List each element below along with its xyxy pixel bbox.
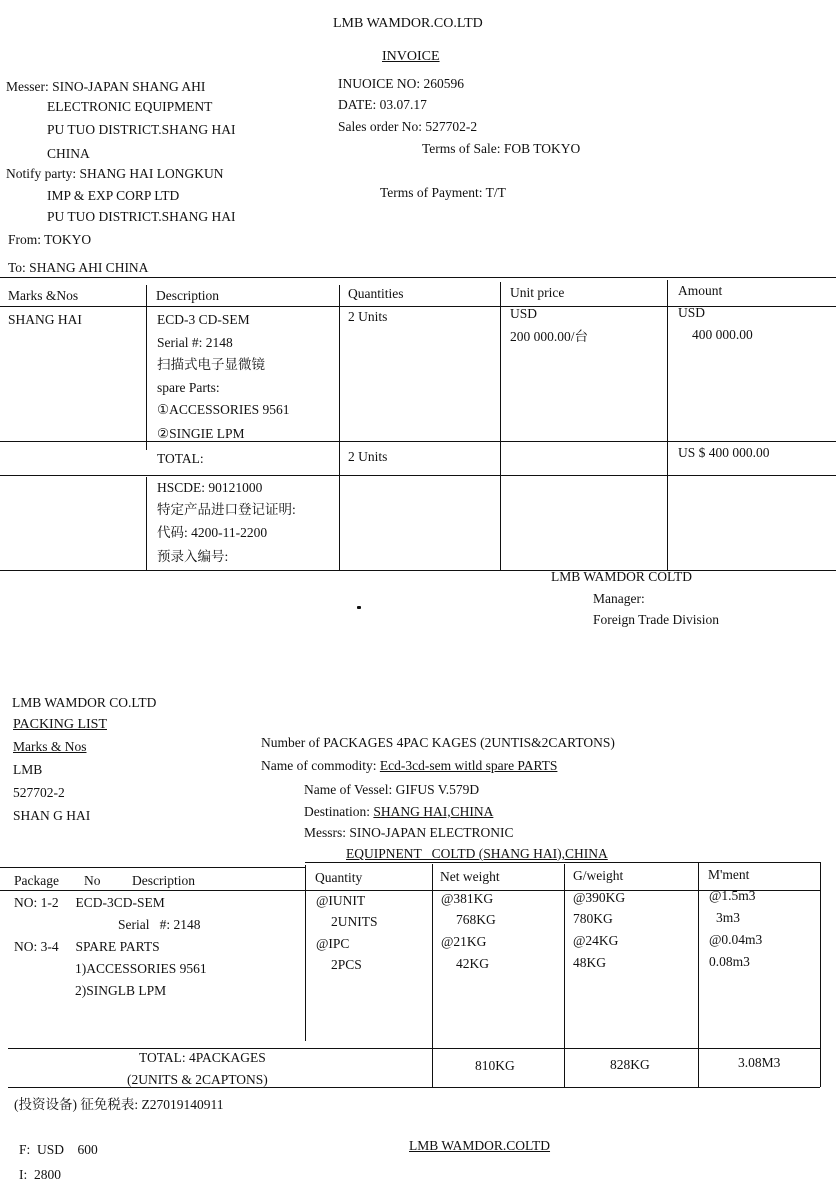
messer-line-1: Messer: SINO-JAPAN SHANG AHI [6, 79, 206, 94]
header-no: No [84, 873, 101, 888]
invoice-number: INUOICE NO: 260596 [338, 76, 464, 91]
customs-line-3: 代码: 4200-11-2200 [157, 525, 268, 540]
packing-row-1: NO: 1-2 ECD-3CD-SEM [14, 895, 165, 910]
signature-division: Foreign Trade Division [593, 612, 720, 627]
packing-total-label-1: TOTAL: 4PACKAGES [139, 1050, 266, 1065]
packing-title: PACKING LIST [13, 717, 107, 732]
amount-currency: USD [678, 305, 706, 320]
total-quantity: 2 Units [348, 449, 388, 464]
packing-table-top-line-left [0, 867, 305, 868]
packing-row-4: 1)ACCESSORIES 9561 [75, 961, 207, 976]
header-description: Description [156, 288, 219, 303]
packing-total-gross: 828KG [610, 1057, 650, 1072]
header-gross-weight: G/weight [573, 868, 624, 883]
customs-line-1: HSCDE: 90121000 [157, 480, 263, 495]
header-quantities: Quantities [348, 286, 404, 301]
packing-col-divider-5 [820, 862, 821, 1087]
number-of-packages: Number of PACKAGES 4PAC KAGES (2UNTIS&2CARTONS) [261, 735, 615, 750]
signature-manager: Manager: [593, 591, 645, 606]
notify-line-2: IMP & EXP CORP LTD [47, 188, 180, 203]
packing-col-divider-4 [698, 862, 699, 1087]
header-quantity: Quantity [315, 870, 363, 885]
notify-line-1: Notify party: SHANG HAI LONGKUN [6, 166, 224, 181]
packing-row-2: Serial #: 2148 [118, 917, 201, 932]
invoice-col-divider-1b [146, 477, 147, 570]
packing-col-divider-3 [564, 864, 565, 1087]
messer-line-4: CHINA [47, 146, 90, 161]
description-line-1: ECD-3 CD-SEM [157, 312, 250, 327]
net-weight-4: 42KG [456, 956, 489, 971]
header-measurement: M'ment [708, 867, 750, 882]
measurement-2: 3m3 [716, 910, 741, 925]
invoice-body-bottom-line [0, 441, 836, 442]
tax-note: (投资设备) 征免税表: Z27019140911 [14, 1097, 224, 1112]
unit-price-currency: USD [510, 306, 538, 321]
description-line-5: ①ACCESSORIES 9561 [157, 402, 290, 417]
packing-header-line [0, 890, 820, 891]
gross-weight-4: 48KG [573, 955, 606, 970]
packing-total-measurement: 3.08M3 [738, 1055, 781, 1070]
invoice-header-line [0, 306, 836, 307]
invoice-col-divider-3 [500, 282, 501, 570]
packing-marks-3: SHAN G HAI [13, 808, 91, 823]
qty-line-2: 2UNITS [331, 914, 378, 929]
commodity-line [261, 759, 557, 773]
header-net-weight: Net weight [440, 869, 500, 884]
measurement-3: @0.04m3 [709, 932, 763, 947]
equipment-line: EQUIPNENT COLTD (SHANG HAI),CHINA [346, 846, 608, 861]
gross-weight-2: 780KG [573, 911, 613, 926]
destination-label: Destination: [304, 804, 374, 819]
ink-speck [357, 606, 361, 609]
packing-table-top-line [305, 862, 820, 863]
qty-line-4: 2PCS [331, 957, 362, 972]
packing-col-divider-2 [432, 864, 433, 1087]
packing-total-net: 810KG [475, 1058, 515, 1073]
invoice-table-top-line [0, 277, 836, 278]
invoice-col-divider-1 [146, 285, 147, 450]
packing-col-divider-1 [305, 865, 306, 1041]
vessel-line: Name of Vessel: GIFUS V.579D [304, 782, 480, 797]
packing-total-label-2: (2UNITS & 2CAPTONS) [127, 1072, 268, 1087]
to-line: To: SHANG AHI CHINA [8, 260, 149, 275]
gross-weight-1: @390KG [573, 890, 626, 905]
net-weight-3: @21KG [441, 934, 487, 949]
signature-company: LMB WAMDOR COLTD [551, 569, 693, 584]
customs-line-2: 特定产品进口登记证明: [157, 502, 296, 517]
messer-line-3: PU TUO DISTRICT.SHANG HAI [47, 122, 236, 137]
amount-value: 400 000.00 [692, 327, 753, 342]
net-weight-1: @381KG [441, 891, 494, 906]
packing-company: LMB WAMDOR CO.LTD [12, 695, 157, 710]
invoice-col-divider-4 [667, 280, 668, 570]
terms-of-payment: Terms of Payment: T/T [380, 185, 506, 200]
description-line-2: Serial #: 2148 [157, 335, 233, 350]
packing-row-5: 2)SINGLB LPM [75, 983, 167, 998]
packing-marks-2: 527702-2 [13, 785, 65, 800]
packing-marks-label: Marks & Nos [13, 739, 87, 754]
footer-i-line: I: 2800 [19, 1167, 61, 1182]
invoice-company: LMB WAMDOR.CO.LTD [333, 16, 483, 31]
from-line: From: TOKYO [8, 232, 92, 247]
measurement-4: 0.08m3 [709, 954, 750, 969]
header-amount: Amount [678, 283, 723, 298]
packing-marks-1: LMB [13, 762, 43, 777]
header-unit-price: Unit price [510, 285, 565, 300]
invoice-date: DATE: 03.07.17 [338, 97, 427, 112]
qty-line-3: @IPC [316, 936, 350, 951]
terms-of-sale: Terms of Sale: FOB TOKYO [422, 141, 581, 156]
header-marks: Marks &Nos [8, 288, 79, 303]
notify-line-3: PU TUO DISTRICT.SHANG HAI [47, 209, 236, 224]
customs-line-4: 预录入编号: [157, 549, 229, 564]
messrs-line: Messrs: SINO-JAPAN ELECTRONIC [304, 825, 514, 840]
invoice-col-divider-2 [339, 285, 340, 570]
measurement-1: @1.5m3 [709, 888, 756, 903]
packing-table-bottom-line [8, 1087, 820, 1088]
invoice-title: INVOICE [382, 49, 440, 64]
commodity-label: Name of commodity: [261, 758, 380, 773]
invoice-table-bottom-line [0, 570, 836, 571]
qty-line-1: @IUNIT [316, 893, 366, 908]
total-amount: US $ 400 000.00 [678, 445, 770, 460]
destination-value: SHANG HAI,CHINA [373, 804, 494, 819]
header-package: Package [14, 873, 59, 888]
unit-price-value: 200 000.00/台 [510, 329, 589, 344]
destination-line [304, 805, 493, 819]
description-line-6: ②SINGIE LPM [157, 426, 245, 441]
invoice-total-line [0, 475, 836, 476]
description-line-3: 扫描式电子显微镜 [157, 357, 265, 372]
description-line-4: spare Parts: [157, 380, 220, 395]
gross-weight-3: @24KG [573, 933, 619, 948]
messer-line-2: ELECTRONIC EQUIPMENT [47, 99, 213, 114]
header-packing-description: Description [132, 873, 195, 888]
quantity-value: 2 Units [348, 309, 388, 324]
marks-value: SHANG HAI [8, 312, 82, 327]
packing-row-3: NO: 3-4 SPARE PARTS [14, 939, 160, 954]
net-weight-2: 768KG [456, 912, 496, 927]
total-label: TOTAL: [157, 451, 204, 466]
commodity-value: Ecd-3cd-sem witld spare PARTS [379, 758, 558, 773]
footer-company: LMB WAMDOR.COLTD [409, 1138, 551, 1153]
sales-order-number: Sales order No: 527702-2 [338, 119, 478, 134]
footer-f-line: F: USD 600 [19, 1142, 98, 1157]
